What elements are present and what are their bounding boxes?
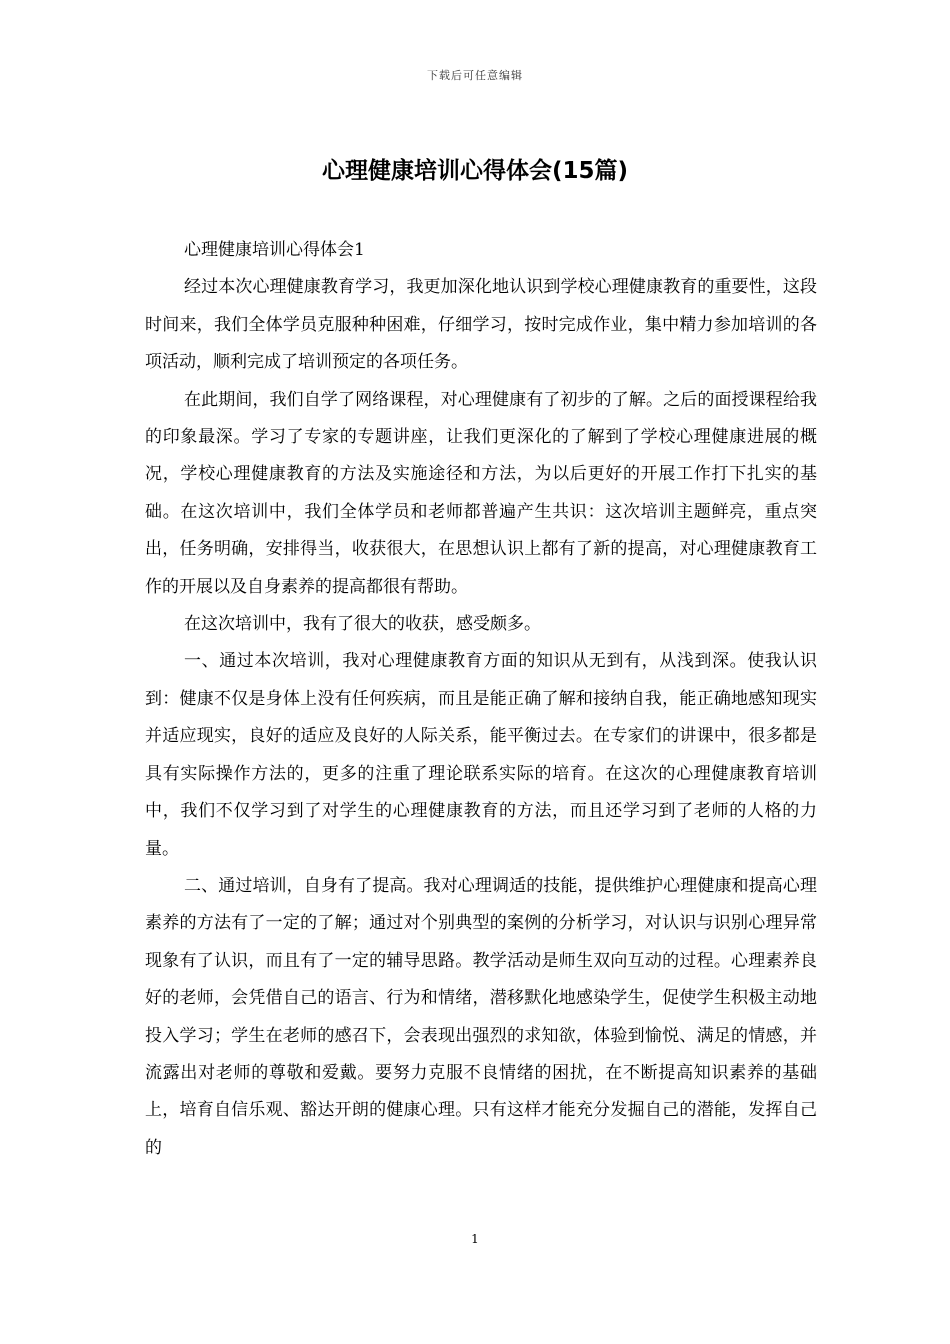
document-body xyxy=(145,232,817,1167)
body-paragraph: 在此期间，我们自学了网络课程，对心理健康有了初步的了解。之后的面授课程给我的印象最深。学习了专家的专题讲座，让我们更深化的了解到了学校心理健康进展的概况，学校心理健康教育的方法及实施途径和方法，为以后更好的开展工作打下扎实的基础。在这次培训中，我们全体学员和老师都普遍产生共识：这次培训主题鲜亮，重点突出，任务明确，安排得当，收获很大，在思想认识上都有了新的提高，对心理健康教育工作的开展以及自身素养的提高都很有帮助。 xyxy=(145,389,817,597)
body-paragraph: 一、通过本次培训，我对心理健康教育方面的知识从无到有，从浅到深。使我认识到：健康不仅是身体上没有任何疾病，而且是能正确了解和接纳自我，能正确地感知现实并适应现实，良好的适应及良好的人际关系，能平衡过去。在专家们的讲课中，很多都是具有实际操作方法的，更多的注重了理论联系实际的培育。在这次的心理健康教育培训中，我们不仅学习到了对学生的心理健康教育的方法，而且还学习到了老师的人格的力量。 xyxy=(145,651,817,859)
page-number: 1 xyxy=(471,1232,479,1246)
document-title: 心理健康培训心得体会(15篇) xyxy=(321,158,629,184)
body-paragraph: 经过本次心理健康教育学习，我更加深化地认识到学校心理健康教育的重要性，这段时间来，我们全体学员克服种种困难，仔细学习，按时完成作业，集中精力参加培训的各项活动，顺利完成了培训预定的各项任务。 xyxy=(145,277,817,373)
body-paragraph: 在这次培训中，我有了很大的收获，感受颇多。 xyxy=(184,614,541,635)
body-paragraph: 二、通过培训，自身有了提高。我对心理调适的技能，提供维护心理健康和提高心理素养的方法有了一定的了解；通过对个别典型的案例的分析学习，对认识与识别心理异常现象有了认识，而且有了一定的辅导思路。教学活动是师生双向互动的过程。心理素养良好的老师，会凭借自己的语言、行为和情绪，潜移默化地感染学生，促使学生积极主动地投入学习；学生在老师的感召下，会表现出强烈的求知欲，体验到愉悦、满足的情感，并流露出对老师的尊敬和爱戴。要努力克服不良情绪的困扰，在不断提高知识素养的基础上，培育自信乐观、豁达开朗的健康心理。只有这样才能充分发掘自己的潜能，发挥自己的 xyxy=(145,875,817,1158)
header-note: 下载后可任意编辑 xyxy=(427,69,523,82)
section-heading: 心理健康培训心得体会1 xyxy=(184,240,365,260)
